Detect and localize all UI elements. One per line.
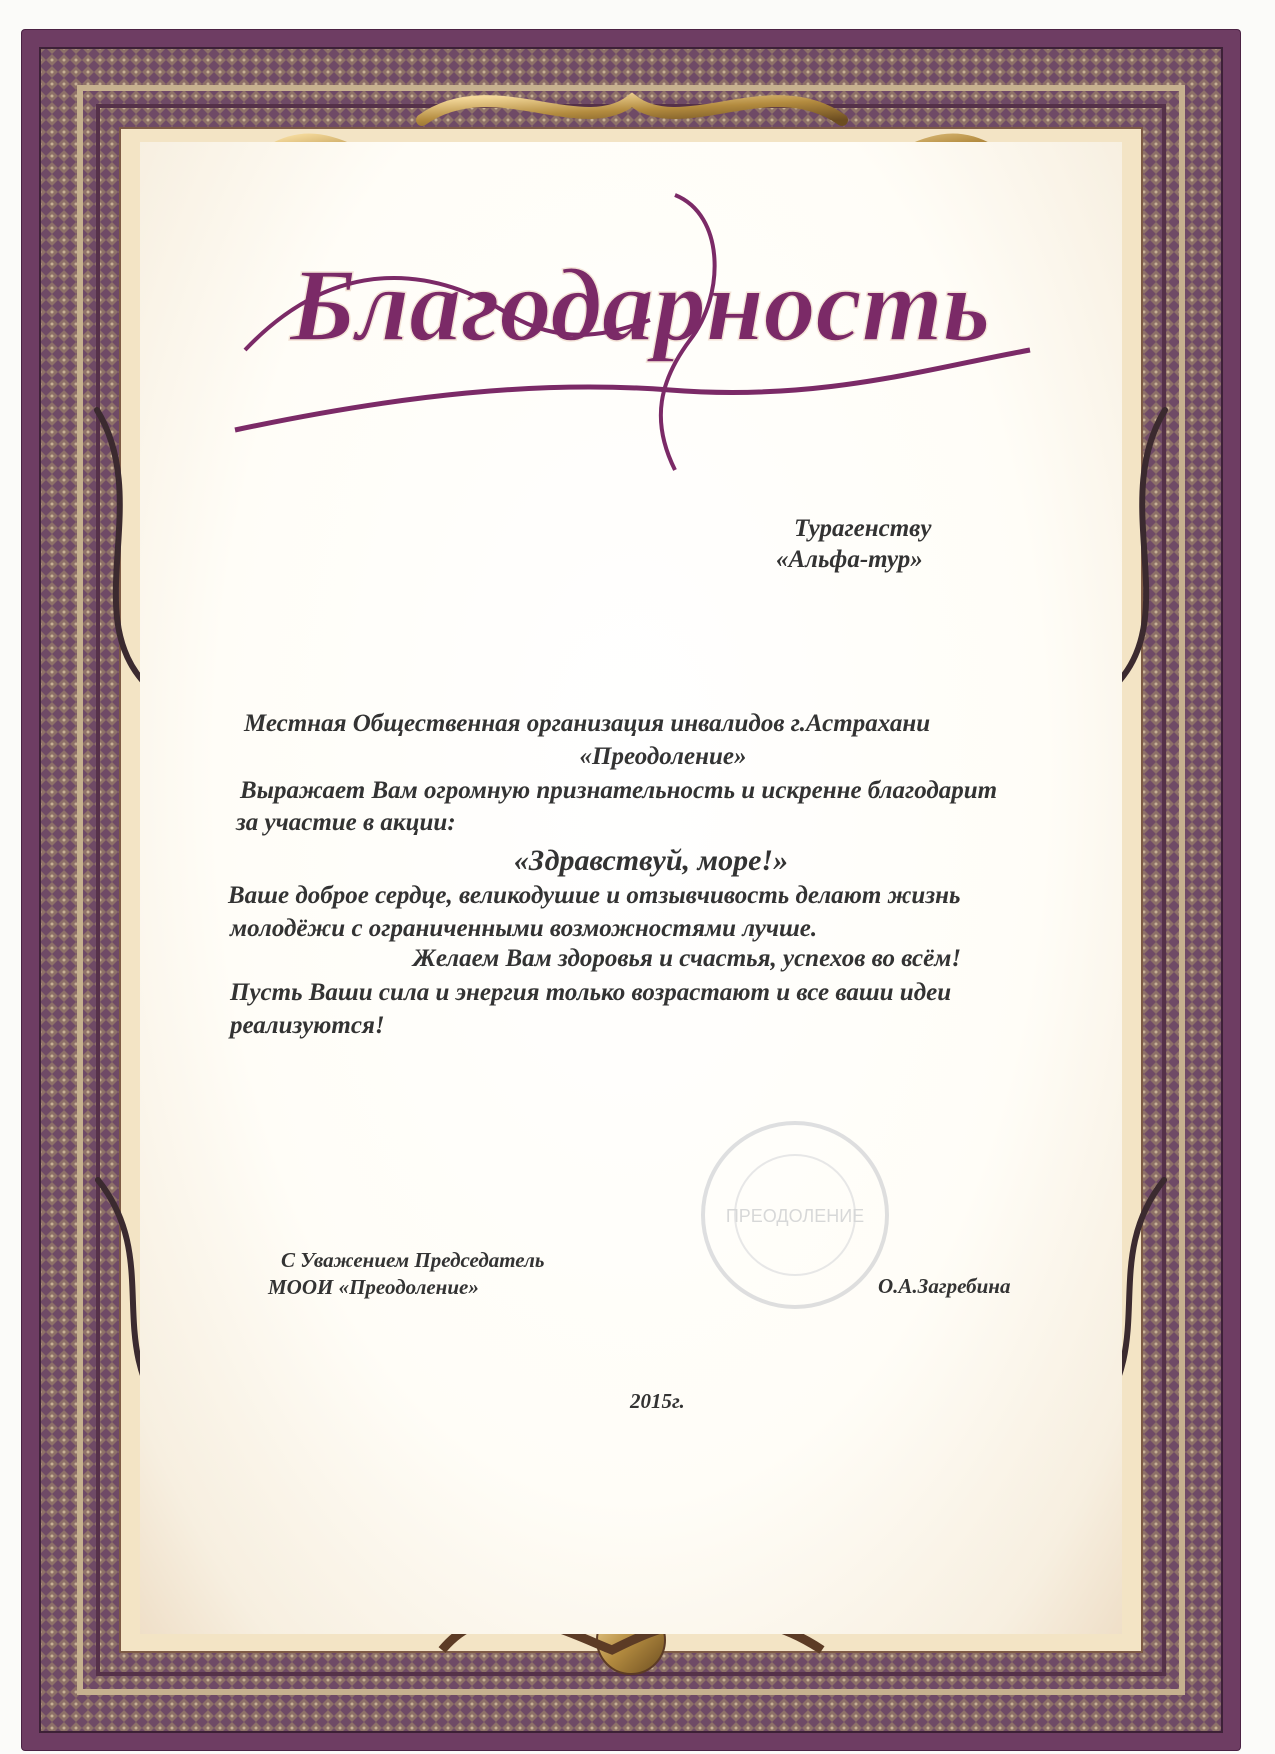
wishes-line: Желаем Вам здоровья и счастья, успехов во всём! [412, 945, 962, 972]
signature-line-1: С Уважением Председатель [281, 1248, 545, 1272]
energy-line-2: реализуются! [230, 1012, 385, 1039]
kindness-line-2: молодёжи с ограниченными возможностями лучше. [230, 915, 818, 942]
signatory-name: О.А.Загребина [878, 1274, 1011, 1298]
signature-line-2: МООИ «Преодоление» [268, 1275, 479, 1299]
recipient-line-1: Турагенству [794, 515, 932, 542]
organization-line: Местная Общественная организация инвалидов г.Астрахани [244, 710, 931, 737]
organization-stamp [690, 1110, 900, 1320]
participation-line: за участие в акции: [236, 809, 456, 836]
kindness-line-1: Ваше доброе сердце, великодушие и отзывчивость делают жизнь [228, 882, 961, 909]
stamp-label: ПРЕОДОЛЕНИЕ [725, 1206, 865, 1226]
organization-name: «Преодоление» [579, 743, 747, 770]
energy-line-1: Пусть Ваши сила и энергия только возрастают и все ваши идеи [230, 979, 952, 1006]
certificate-heading [210, 170, 1070, 500]
campaign-title: «Здравствуй, море!» [513, 844, 789, 877]
recipient-line-2: «Альфа-тур» [776, 546, 923, 573]
document-date: 2015г. [630, 1389, 685, 1413]
certificate-title: Благодарность [289, 248, 991, 363]
gratitude-line: Выражает Вам огромную признательность и искренне благодарит [240, 777, 998, 804]
